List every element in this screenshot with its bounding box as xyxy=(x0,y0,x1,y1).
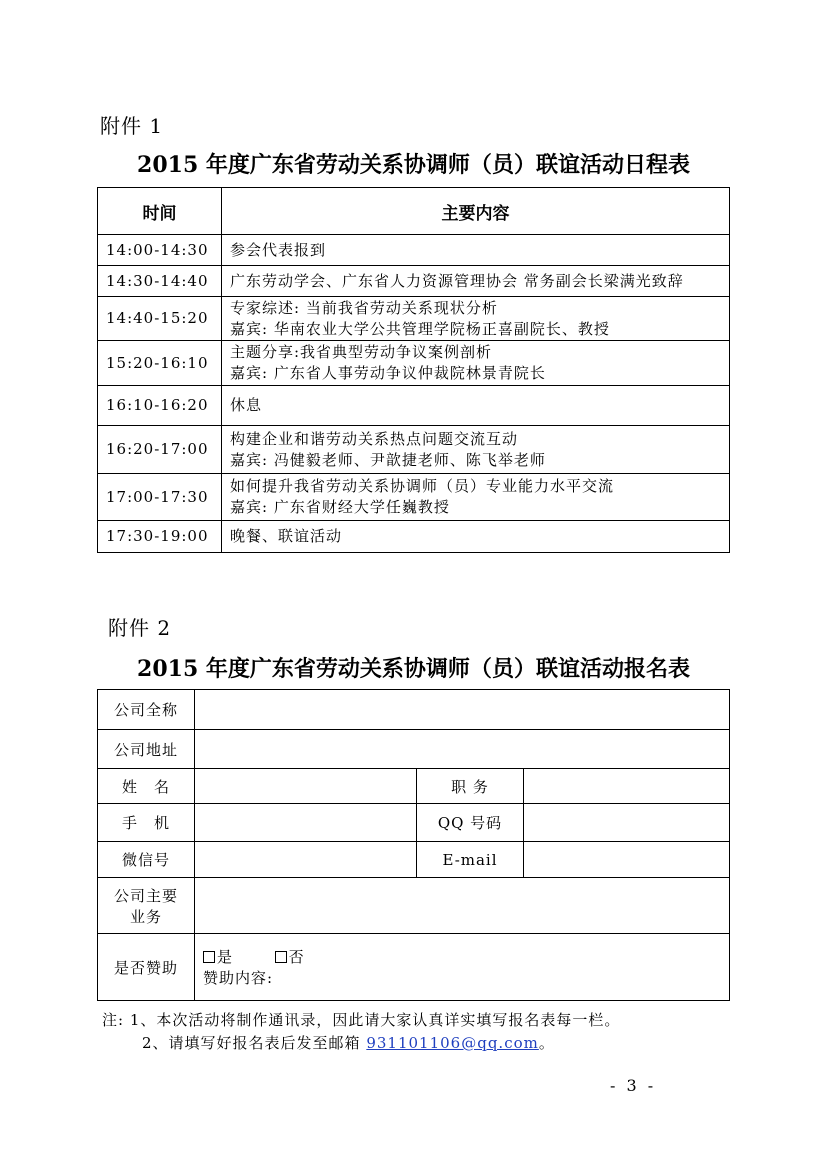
form-row xyxy=(98,730,730,769)
schedule-time: 16:20-17:00 xyxy=(98,426,222,474)
attachment-1-label: 附件 1 xyxy=(100,114,164,138)
schedule-line: 晚餐、联谊活动 xyxy=(230,527,343,545)
qq-label: QQ 号码 xyxy=(417,804,524,842)
schedule-row xyxy=(98,426,730,474)
schedule-line: 休息 xyxy=(230,396,263,414)
schedule-row xyxy=(98,521,730,553)
company-address-field[interactable] xyxy=(195,730,730,769)
name-field[interactable] xyxy=(195,769,417,804)
note-1: 注: 1、本次活动将制作通讯录，因此请大家认真详实填写报名表每一栏。 xyxy=(102,1011,621,1029)
schedule-time: 16:10-16:20 xyxy=(98,386,222,426)
company-name-label: 公司全称 xyxy=(98,690,195,730)
business-label xyxy=(98,878,195,934)
form-row xyxy=(98,769,730,804)
schedule-title: 2015 年度广东省劳动关系协调师（员）联谊活动日程表 xyxy=(137,152,690,178)
schedule-line: 嘉宾: 广东省人事劳动争议仲裁院林景青院长 xyxy=(230,364,546,382)
business-label-line: 公司主要 xyxy=(113,886,178,905)
schedule-time: 15:20-16:10 xyxy=(98,341,222,386)
sponsor-no-checkbox[interactable] xyxy=(275,951,287,963)
form-row xyxy=(98,878,730,934)
form-row xyxy=(98,804,730,842)
business-field[interactable] xyxy=(195,878,730,934)
schedule-row xyxy=(98,386,730,426)
schedule-content xyxy=(222,235,730,266)
schedule-line: 专家综述: 当前我省劳动关系现状分析 xyxy=(230,298,498,317)
schedule-row xyxy=(98,474,730,521)
note-2-suffix: 。 xyxy=(538,1034,555,1052)
schedule-line: 嘉宾: 广东省财经大学任巍教授 xyxy=(230,498,450,516)
company-address-label: 公司地址 xyxy=(98,730,195,769)
schedule-table xyxy=(97,187,730,553)
schedule-content xyxy=(222,297,730,341)
schedule-line: 如何提升我省劳动关系协调师（员）专业能力水平交流 xyxy=(230,477,615,495)
schedule-content xyxy=(222,521,730,553)
note-2-text: 2、请填写好报名表后发至邮箱 xyxy=(142,1034,361,1052)
sponsor-yes-label: 是 xyxy=(217,948,234,966)
page-number: - 3 - xyxy=(610,1076,657,1095)
email-link[interactable]: 931101106@qq.com xyxy=(366,1034,539,1052)
schedule-header-row xyxy=(98,188,730,235)
position-field[interactable] xyxy=(524,769,730,804)
schedule-content xyxy=(222,426,730,474)
mobile-field[interactable] xyxy=(195,804,417,842)
schedule-time: 14:00-14:30 xyxy=(98,235,222,266)
schedule-time: 14:40-15:20 xyxy=(98,297,222,341)
sponsor-no-label: 否 xyxy=(288,948,305,966)
form-row xyxy=(98,842,730,878)
form-row xyxy=(98,690,730,730)
sponsor-yes-checkbox[interactable] xyxy=(203,951,215,963)
schedule-time: 17:30-19:00 xyxy=(98,521,222,553)
schedule-line: 广东劳动学会、广东省人力资源管理协会 常务副会长梁满光致辞 xyxy=(230,271,684,290)
schedule-content xyxy=(222,341,730,386)
attachment-2-label: 附件 2 xyxy=(108,616,172,640)
schedule-content xyxy=(222,474,730,521)
schedule-row xyxy=(98,235,730,266)
sponsor-label: 是否赞助 xyxy=(98,934,195,1001)
schedule-row xyxy=(98,297,730,341)
schedule-line: 参会代表报到 xyxy=(230,240,327,259)
form-row xyxy=(98,934,730,1001)
wechat-field[interactable] xyxy=(195,842,417,878)
note-2 xyxy=(142,1032,555,1053)
schedule-content xyxy=(222,386,730,426)
company-name-field[interactable] xyxy=(195,690,730,730)
schedule-header-content: 主要内容 xyxy=(222,188,730,235)
schedule-line: 构建企业和谐劳动关系热点问题交流互动 xyxy=(230,429,519,448)
schedule-header-time: 时间 xyxy=(98,188,222,235)
name-label: 姓 名 xyxy=(98,769,195,804)
sponsor-content-label: 赞助内容: xyxy=(203,969,274,987)
schedule-line: 主题分享:我省典型劳动争议案例剖析 xyxy=(230,343,493,361)
registration-title: 2015 年度广东省劳动关系协调师（员）联谊活动报名表 xyxy=(137,656,690,682)
sponsor-field xyxy=(195,934,730,1001)
qq-field[interactable] xyxy=(524,804,730,842)
schedule-line: 嘉宾: 冯健毅老师、尹歆捷老师、陈飞举老师 xyxy=(230,450,546,469)
mobile-label: 手 机 xyxy=(98,804,195,842)
schedule-line: 嘉宾: 华南农业大学公共管理学院杨正喜副院长、教授 xyxy=(230,319,610,338)
schedule-time: 17:00-17:30 xyxy=(98,474,222,521)
schedule-time: 14:30-14:40 xyxy=(98,266,222,297)
schedule-row xyxy=(98,341,730,386)
email-field[interactable] xyxy=(524,842,730,878)
business-label-line: 业务 xyxy=(129,907,162,926)
position-label: 职 务 xyxy=(417,769,524,804)
registration-form xyxy=(97,689,730,1001)
email-label: E-mail xyxy=(417,842,524,878)
schedule-content xyxy=(222,266,730,297)
wechat-label: 微信号 xyxy=(98,842,195,878)
schedule-row xyxy=(98,266,730,297)
